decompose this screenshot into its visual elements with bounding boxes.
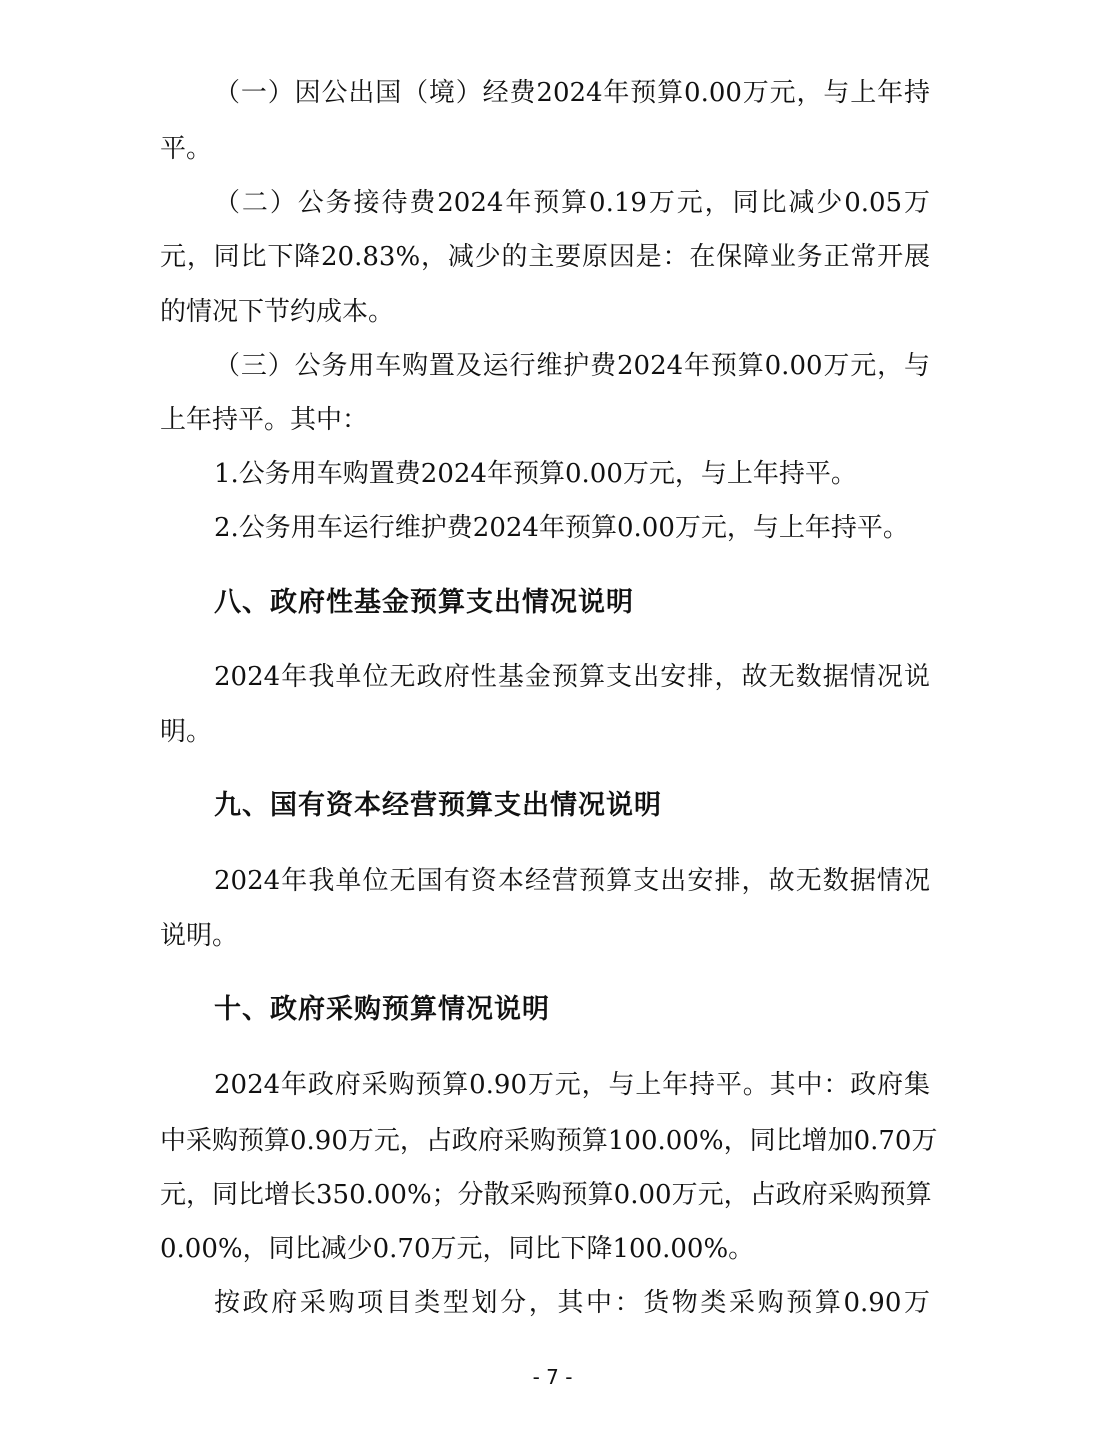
section-8-line-1: 2024年我单位无政府性基金预算支出安排，故无数据情况说 — [214, 662, 930, 692]
item-2-line-1: （二）公务接待费2024年预算0.19万元，同比减少0.05万 — [214, 188, 930, 218]
item-2-line-3: 的情况下节约成本。 — [160, 297, 395, 327]
item-1-line-1: （一）因公出国（境）经费2024年预算0.00万元，与上年持 — [214, 78, 930, 108]
item-3-sub-1: 1.公务用车购置费2024年预算0.00万元，与上年持平。 — [214, 459, 857, 489]
section-10-para-1-line-1: 2024年政府采购预算0.90万元，与上年持平。其中：政府集 — [214, 1070, 930, 1100]
section-8-line-2: 明。 — [160, 717, 213, 747]
section-10-para-1-line-4: 0.00%，同比减少0.70万元，同比下降100.00%。 — [160, 1234, 755, 1264]
section-9-heading: 九、国有资本经营预算支出情况说明 — [214, 790, 662, 821]
section-9-line-2: 说明。 — [160, 921, 239, 951]
section-8-heading: 八、政府性基金预算支出情况说明 — [214, 587, 634, 618]
section-10-para-2-line-1: 按政府采购项目类型划分，其中：货物类采购预算0.90万 — [214, 1288, 930, 1318]
item-1-line-2: 平。 — [160, 134, 213, 164]
item-3-line-2: 上年持平。其中： — [160, 405, 369, 435]
page-number: - 7 - — [532, 1365, 573, 1389]
item-3-sub-2: 2.公务用车运行维护费2024年预算0.00万元，与上年持平。 — [214, 513, 909, 543]
section-9-line-1: 2024年我单位无国有资本经营预算支出安排，故无数据情况 — [214, 866, 930, 896]
section-10-para-1-line-2: 中采购预算0.90万元，占政府采购预算100.00%，同比增加0.70万 — [160, 1126, 938, 1156]
item-2-line-2: 元，同比下降20.83%，减少的主要原因是：在保障业务正常开展 — [160, 242, 930, 272]
section-10-heading: 十、政府采购预算情况说明 — [214, 994, 550, 1025]
section-10-para-1-line-3: 元，同比增长350.00%；分散采购预算0.00万元，占政府采购预算 — [160, 1180, 932, 1210]
item-3-line-1: （三）公务用车购置及运行维护费2024年预算0.00万元，与 — [214, 351, 930, 381]
